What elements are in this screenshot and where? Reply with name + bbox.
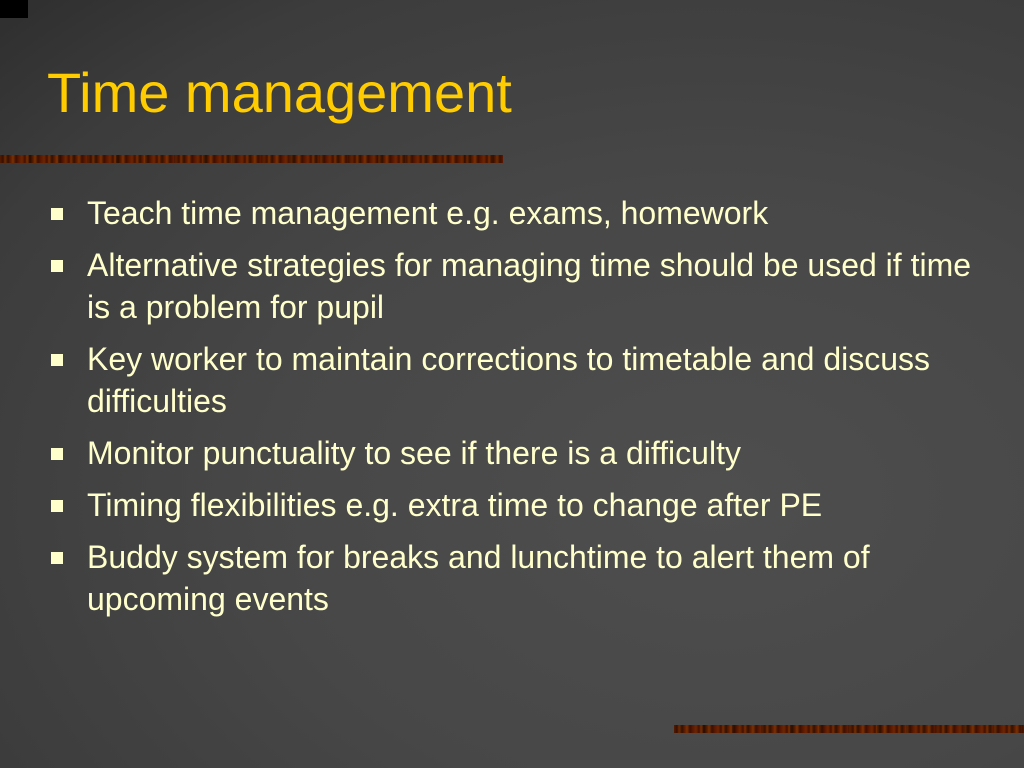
square-bullet-icon — [51, 552, 63, 564]
bullet-text: Alternative strategies for managing time should be used if time is a problem for pupil — [87, 247, 972, 325]
bullet-text: Buddy system for breaks and lunchtime to alert them of upcoming events — [87, 539, 870, 617]
bullet-item — [47, 192, 997, 234]
bullet-list — [47, 192, 997, 630]
square-bullet-icon — [51, 448, 63, 460]
corner-mark — [0, 0, 28, 18]
square-bullet-icon — [51, 354, 63, 366]
bullet-text: Teach time management e.g. exams, homework — [87, 195, 769, 231]
bullet-text: Monitor punctuality to see if there is a difficulty — [87, 435, 741, 471]
bullet-text: Key worker to maintain corrections to timetable and discuss difficulties — [87, 341, 931, 419]
bullet-item — [47, 338, 997, 422]
square-bullet-icon — [51, 208, 63, 220]
bullet-item — [47, 244, 997, 328]
bullet-item — [47, 536, 997, 620]
slide-title: Time management — [47, 61, 512, 124]
title-underline-band — [0, 155, 503, 163]
square-bullet-icon — [51, 500, 63, 512]
bullet-item — [47, 432, 997, 474]
bullet-item — [47, 484, 997, 526]
square-bullet-icon — [51, 260, 63, 272]
footer-accent-band — [674, 725, 1024, 733]
bullet-text: Timing flexibilities e.g. extra time to change after PE — [87, 487, 823, 523]
